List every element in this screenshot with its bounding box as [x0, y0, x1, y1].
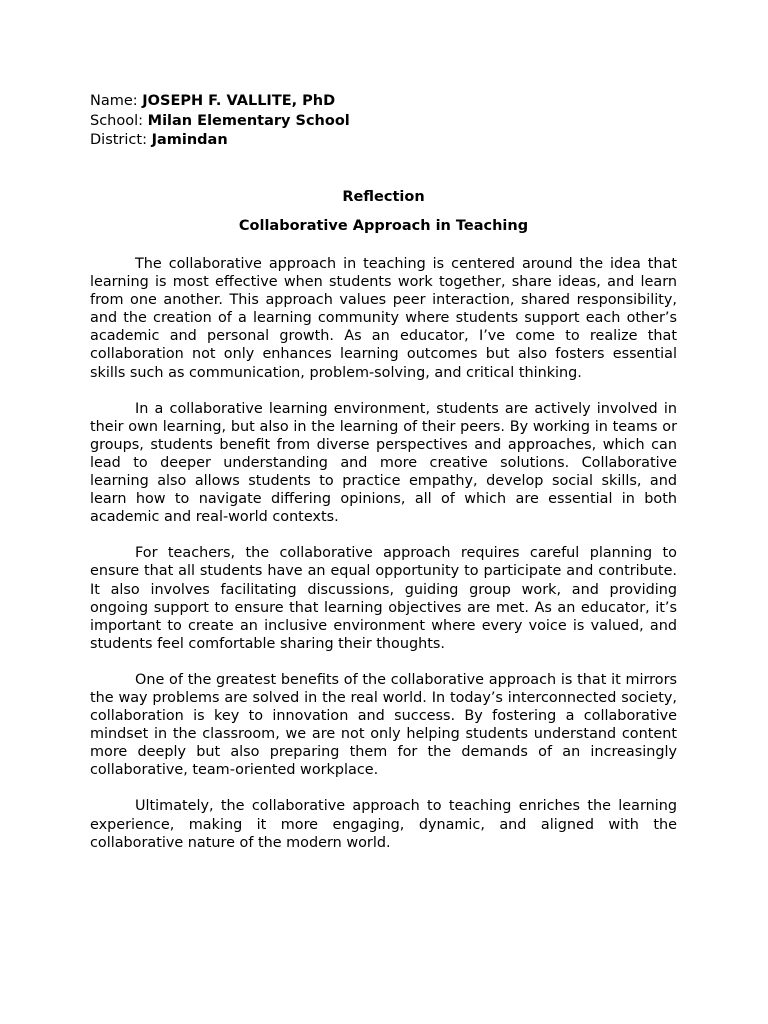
- school-label: School:: [90, 112, 148, 129]
- document-subtitle: Collaborative Approach in Teaching: [238, 218, 529, 234]
- paragraph-2: In a collaborative learning environment, students are actively involved in their own learning, but also in the learning of their peers. By working in teams or groups, students benefit from diverse perspectives and approaches, which can lead to deeper understanding and more creative solutions. Collaborative learning also allows students to practice empathy, develop social skills, and learn how to navigate differing opinions, all of which are essential in both academic and real-world contexts.: [90, 400, 677, 526]
- district-value: Jamindan: [151, 132, 228, 148]
- name-line: [90, 92, 350, 112]
- author-info-block: [90, 92, 350, 151]
- document-body: [90, 255, 677, 870]
- name-label: Name:: [90, 93, 143, 109]
- paragraph-4: One of the greatest benefits of the collaborative approach is that it mirrors the way problems are solved in the real world. In today’s interconnected society, collaboration is key to innovation and success. By fostering a collaborative mindset in the classroom, we are not only helping students understand content more deeply but also preparing them for the demands of an increasingly collaborative, team-oriented workplace.: [90, 671, 677, 779]
- paragraph-3: For teachers, the collaborative approach requires careful planning to ensure that all students have an equal opportunity to participate and contribute. It also involves facilitating discussions, guiding group work, and providing ongoing support to ensure that learning objectives are met. As an educator, it’s important to create an inclusive environment where every voice is valued, and students feel comfortable sharing their thoughts.: [90, 545, 677, 652]
- district-line: [90, 131, 350, 151]
- district-label: District:: [90, 132, 152, 148]
- school-value: Milan Elementary School: [147, 112, 350, 129]
- document-title: Reflection: [342, 189, 425, 205]
- name-value: JOSEPH F. VALLITE, PhD: [142, 93, 336, 109]
- paragraph-1: The collaborative approach in teaching is centered around the idea that learning is most effective when students work together, share ideas, and learn from one another. This approach values peer interaction, shared responsibility, and the creation of a learning community where students support each other’s academic and personal growth. As an educator, I’ve come to realize that collaboration not only enhances learning outcomes but also fosters essential skills such as communication, problem-solving, and critical thinking.: [90, 256, 677, 381]
- paragraph-5: Ultimately, the collaborative approach to teaching enriches the learning experience, making it more engaging, dynamic, and aligned with the collaborative nature of the modern world.: [90, 798, 677, 851]
- school-line: [90, 112, 350, 132]
